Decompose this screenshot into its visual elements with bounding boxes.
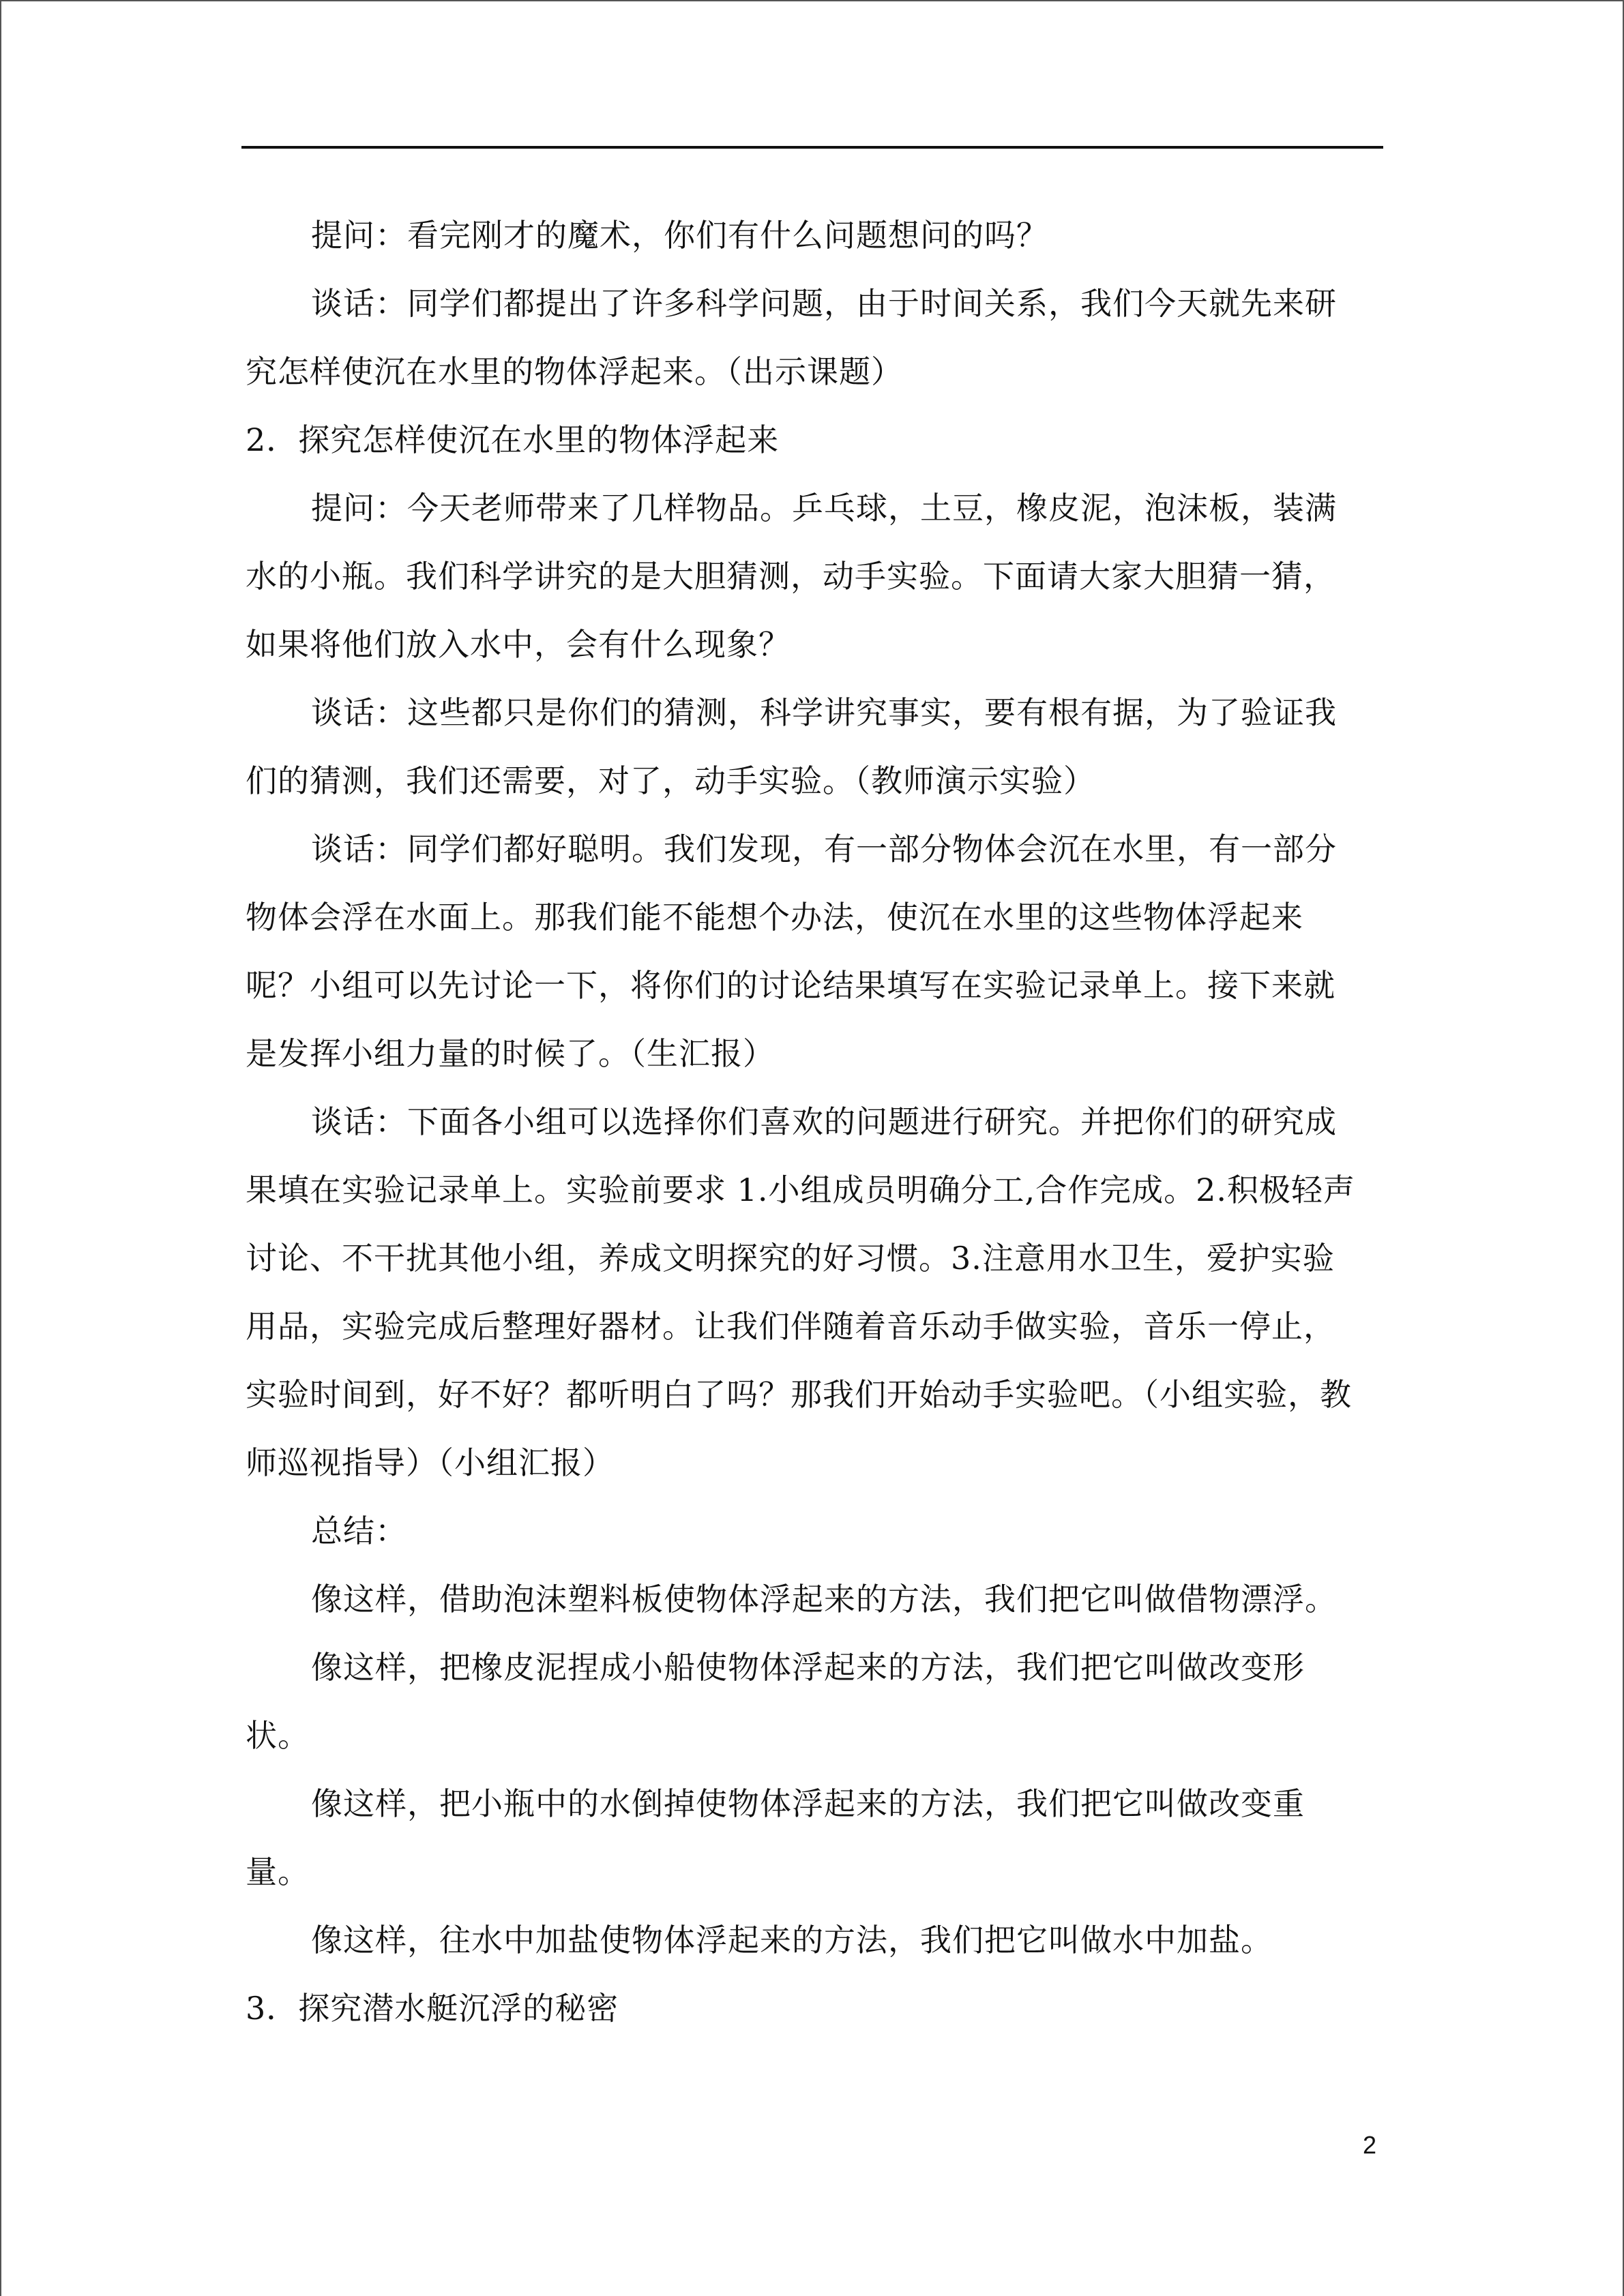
section-heading: 2．探究怎样使沉在水里的物体浮起来 <box>246 421 780 458</box>
paragraph-line: 谈话：下面各小组可以选择你们喜欢的问题进行研究。并把你们的研究成 <box>311 1103 1337 1140</box>
paragraph-line: 究怎样使沉在水里的物体浮起来。（出示课题） <box>246 353 903 390</box>
paragraph-line: 状。 <box>246 1717 310 1754</box>
paragraph-line: 如果将他们放入水中，会有什么现象？ <box>246 626 791 663</box>
paragraph-line: 提问：今天老师带来了几样物品。乒乓球，土豆，橡皮泥，泡沫板，装满 <box>311 490 1337 526</box>
paragraph-line: 讨论、不干扰其他小组，养成文明探究的好习惯。3.注意用水卫生，爱护实验 <box>246 1240 1335 1277</box>
section-heading: 3．探究潜水艇沉浮的秘密 <box>246 1990 619 2027</box>
paragraph-line: 呢？小组可以先讨论一下，将你们的讨论结果填写在实验记录单上。接下来就 <box>246 967 1335 1004</box>
paragraph-line: 像这样，借助泡沫塑料板使物体浮起来的方法，我们把它叫做借物漂浮。 <box>311 1581 1337 1617</box>
paragraph-line: 谈话：同学们都提出了许多科学问题，由于时间关系，我们今天就先来研 <box>311 285 1337 322</box>
paragraph-line: 用品，实验完成后整理好器材。让我们伴随着音乐动手做实验，音乐一停止， <box>246 1308 1335 1345</box>
paragraph-line: 实验时间到，好不好？都听明白了吗？那我们开始动手实验吧。（小组实验，教 <box>246 1376 1352 1413</box>
paragraph-line: 水的小瓶。我们科学讲究的是大胆猜测，动手实验。下面请大家大胆猜一猜， <box>246 558 1335 595</box>
paragraph-line: 谈话：同学们都好聪明。我们发现，有一部分物体会沉在水里，有一部分 <box>311 831 1337 867</box>
header-rule <box>241 146 1383 149</box>
paragraph-line: 谈话：这些都只是你们的猜测，科学讲究事实，要有根有据，为了验证我 <box>311 694 1337 731</box>
paragraph-line: 总结： <box>311 1512 407 1549</box>
paragraph-line: 果填在实验记录单上。实验前要求 1.小组成员明确分工,合作完成。2.积极轻声 <box>246 1172 1356 1208</box>
paragraph-line: 像这样，往水中加盐使物体浮起来的方法，我们把它叫做水中加盐。 <box>311 1922 1273 1958</box>
paragraph-line: 是发挥小组力量的时候了。（生汇报） <box>246 1035 775 1072</box>
paragraph-line: 量。 <box>246 1853 310 1890</box>
paragraph-line: 提问：看完刚才的魔术，你们有什么问题想问的吗？ <box>311 217 1048 254</box>
paragraph-line: 像这样，把小瓶中的水倒掉使物体浮起来的方法，我们把它叫做改变重 <box>311 1785 1305 1822</box>
paragraph-line: 师巡视指导）（小组汇报） <box>246 1444 615 1481</box>
page-number: 2 <box>1363 2131 1377 2159</box>
paragraph-line: 们的猜测，我们还需要，对了，动手实验。（教师演示实验） <box>246 762 1095 799</box>
paragraph-line: 物体会浮在水面上。那我们能不能想个办法，使沉在水里的这些物体浮起来 <box>246 899 1303 936</box>
paragraph-line: 像这样，把橡皮泥捏成小船使物体浮起来的方法，我们把它叫做改变形 <box>311 1649 1305 1686</box>
